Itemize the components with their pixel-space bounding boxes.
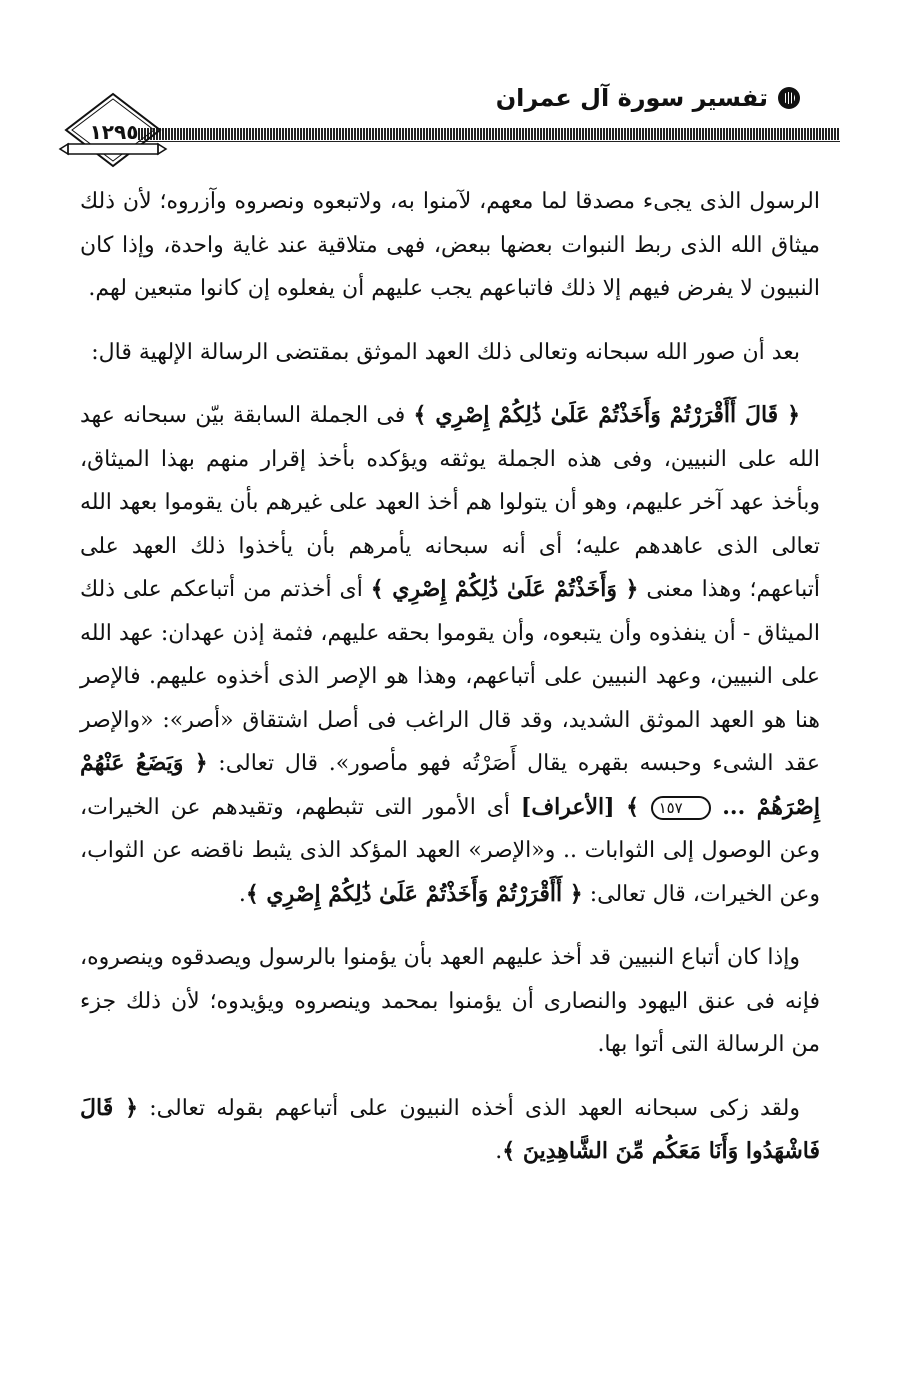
running-title <box>496 84 800 112</box>
quran-verse: ﴿ قَالَ أَأَقْرَرْتُمْ وَأَخَذْتُمْ عَلَىٰ ذَٰلِكُمْ إِصْرِي ﴾ <box>413 402 800 428</box>
quran-verse: ﴿ وَأَخَذْتُمْ عَلَىٰ ذَٰلِكُمْ إِصْرِي ﴾ <box>370 576 639 602</box>
paragraph-text: . <box>238 881 246 907</box>
quran-verse: ﴿ وَيَضَعُ عَنْهُمْ إِصْرَهُمْ ... <box>80 750 820 820</box>
paragraph-text: بعد أن صور الله سبحانه وتعالى ذلك العهد الموثق بمقتضى الرسالة الإلهية قال: <box>91 339 800 365</box>
running-title-text: تفسير سورة آل عمران <box>495 84 768 112</box>
page-header <box>50 70 840 180</box>
paragraph-text: الرسول الذى يجىء مصدقا لما معهم، لآمنوا به، ولاتبعوه ونصروه وآزروه؛ لأن ذلك ميثاق الله الذى ربط النبوات بعضها ببعض، فهى متلاقية عند غاية واحدة، وإذا كان النبيون لا يفرض فيهم إلا ذلك فاتباعهم يجب عليهم أن يفعلوه إن كانوا متبعين لهم. <box>80 189 820 301</box>
paragraph-text: أى الأمور التى تثبطهم، وتقيدهم عن الخيرات، وعن الوصول إلى الثوابات .. و«الإصر» العهد المؤكد الذى يثبط ناقضه عن الثواب، وعن الخيرات، قال تعالى: <box>80 794 820 907</box>
body-text <box>80 180 820 1194</box>
ayah-number-marker: ١٥٧ <box>651 796 711 820</box>
paragraph-text: ولقد زكى سبحانه العهد الذى أخذه النبيون على أتباعهم بقوله تعالى: <box>138 1095 800 1121</box>
quran-verse: ﴾ <box>626 793 651 820</box>
paragraph-text: فى الجملة السابقة بيّن سبحانه عهد الله على النبيين، وفى هذه الجملة يوثقه ويؤكده بأخذ إقرار منهم بهذا الميثاق، وبأخذ عهد آخر عليهم، وهو أن يتولوا هم أخذ العهد على غيرهم بأن يقوموا بعهد الله تعالى الذى عاهدهم عليه؛ أى أنه سبحانه يأمرهم بأن يأخذوا ذلك العهد على أتباعهم؛ وهذا معنى <box>80 403 820 602</box>
paragraph <box>80 1087 820 1174</box>
paragraph-text: وإذا كان أتباع النبيين قد أخذ عليهم العهد بأن يؤمنوا بالرسول ويصدقوه وينصروه، فإنه فى عنق اليهود والنصارى أن يؤمنوا بمحمد وينصروه ويؤيدوه؛ لأن ذلك جزء من الرسالة التى أتوا بها. <box>80 945 820 1057</box>
quran-verse: ﴿ أَأَقْرَرْتُمْ وَأَخَذْتُمْ عَلَىٰ ذَٰلِكُمْ إِصْرِي ﴾ <box>245 880 583 907</box>
paragraph <box>80 180 820 311</box>
paragraph-text: أى أخذتم من أتباعكم على ذلك الميثاق - أن ينفذوه وأن يتبعوه، وأن يقوموا بحقه عليهم، فثمة إذن عهدان: عهد الله على النبيين، وعهد النبيين على أتباعهم، وهذا هو الإصر الذى أخذوه عليهم. فالإصر هنا هو العهد الموثق الشديد، وقد قال الراغب فى أصل اشتقاق «أصر»: «والإصر عقد الشىء وحبسه بقهره يقال أَصَرْتُه فهو مأصور». قال تعالى: <box>80 577 820 776</box>
quran-verse: ﴿ قَالَ فَاشْهَدُوا وَأَنَا مَعَكُم مِّنَ الشَّاهِدِينَ ﴾ <box>80 1094 820 1164</box>
page-number: ١٢٩٥ <box>89 120 139 144</box>
paragraph <box>80 331 820 375</box>
surah-reference: [الأعراف] <box>520 793 627 820</box>
header-rule <box>138 128 840 140</box>
paragraph <box>80 394 820 916</box>
paragraph-text: . <box>495 1139 503 1164</box>
header-rule-line <box>138 141 840 142</box>
ornament-icon <box>778 87 800 109</box>
page-number-badge <box>58 90 168 170</box>
paragraph <box>80 936 820 1067</box>
